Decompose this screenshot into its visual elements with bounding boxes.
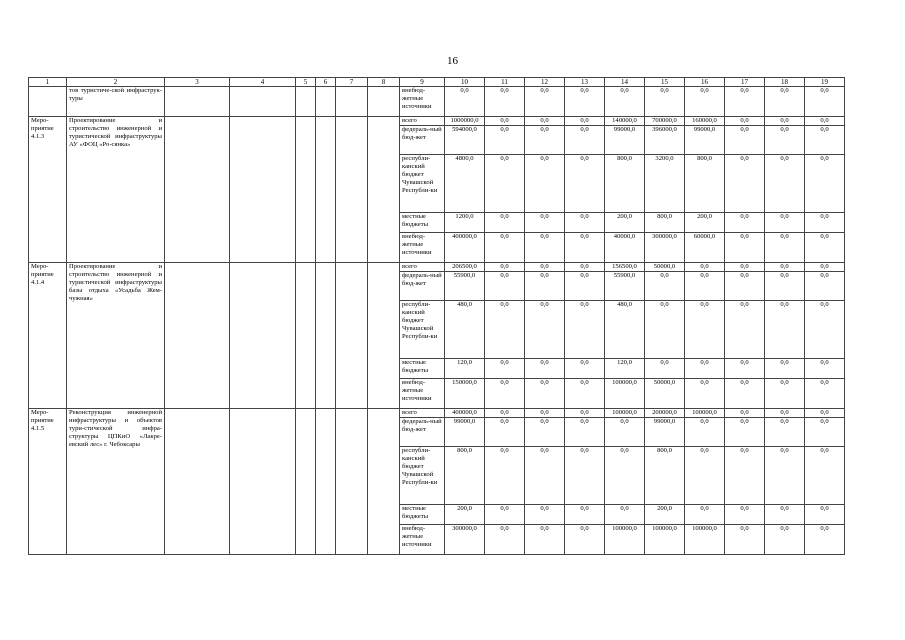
value-cell: 0,0 xyxy=(725,117,765,126)
empty-cell xyxy=(316,409,336,555)
column-header: 19 xyxy=(805,78,845,87)
value-cell: 200,0 xyxy=(445,505,485,525)
value-cell: 0,0 xyxy=(645,301,685,359)
funding-source-cell: внебюд-жетные источники xyxy=(400,379,445,409)
header-row xyxy=(29,78,845,87)
empty-cell xyxy=(368,87,400,117)
column-header: 3 xyxy=(165,78,230,87)
value-cell: 0,0 xyxy=(805,87,845,117)
empty-cell xyxy=(296,409,316,555)
funding-source-cell: федераль-ный бюд-жет xyxy=(400,418,445,447)
measure-title-cell: тов туристиче-ской инфраструк-туры xyxy=(67,87,165,117)
value-cell: 400000,0 xyxy=(445,233,485,263)
empty-cell xyxy=(316,117,336,263)
value-cell: 99000,0 xyxy=(685,126,725,155)
value-cell: 0,0 xyxy=(805,263,845,272)
value-cell: 0,0 xyxy=(765,87,805,117)
funding-source-cell: местные бюджеты xyxy=(400,505,445,525)
measure-cell: Меро-приятие 4.1.4 xyxy=(29,263,67,409)
value-cell: 0,0 xyxy=(485,272,525,301)
value-cell: 200,0 xyxy=(605,213,645,233)
value-cell: 480,0 xyxy=(445,301,485,359)
measure-title-cell: Проектирование и строительство инженерной и туристической инфраструктуры АУ «ФОЦ «Ро-сянка» xyxy=(67,117,165,263)
value-cell: 0,0 xyxy=(725,272,765,301)
value-cell: 0,0 xyxy=(685,359,725,379)
column-header: 7 xyxy=(336,78,368,87)
value-cell: 0,0 xyxy=(485,233,525,263)
value-cell: 0,0 xyxy=(605,505,645,525)
value-cell: 0,0 xyxy=(805,505,845,525)
value-cell: 206500,0 xyxy=(445,263,485,272)
empty-cell xyxy=(296,87,316,117)
funding-source-cell: республи-канский бюджет Чувашской Республи-ки xyxy=(400,301,445,359)
value-cell: 0,0 xyxy=(725,447,765,505)
value-cell: 800,0 xyxy=(685,155,725,213)
column-header: 9 xyxy=(400,78,445,87)
value-cell: 0,0 xyxy=(725,263,765,272)
empty-cell xyxy=(296,117,316,263)
measure-cell: Меро-приятие 4.1.3 xyxy=(29,117,67,263)
funding-source-cell: федераль-ный бюд-жет xyxy=(400,126,445,155)
value-cell: 200,0 xyxy=(685,213,725,233)
value-cell: 0,0 xyxy=(765,409,805,418)
value-cell: 99000,0 xyxy=(645,418,685,447)
empty-cell xyxy=(316,87,336,117)
value-cell: 0,0 xyxy=(525,379,565,409)
value-cell: 300000,0 xyxy=(645,233,685,263)
value-cell: 0,0 xyxy=(565,359,605,379)
value-cell: 700000,0 xyxy=(645,117,685,126)
value-cell: 0,0 xyxy=(725,409,765,418)
value-cell: 0,0 xyxy=(525,87,565,117)
value-cell: 0,0 xyxy=(765,505,805,525)
value-cell: 0,0 xyxy=(485,213,525,233)
empty-cell xyxy=(368,117,400,263)
value-cell: 0,0 xyxy=(485,418,525,447)
empty-cell xyxy=(336,117,368,263)
table-row xyxy=(29,87,845,117)
value-cell: 0,0 xyxy=(765,272,805,301)
table-body xyxy=(29,87,845,555)
table-row xyxy=(29,263,845,272)
value-cell: 0,0 xyxy=(645,87,685,117)
empty-cell xyxy=(316,263,336,409)
value-cell: 55900,0 xyxy=(605,272,645,301)
value-cell: 0,0 xyxy=(525,418,565,447)
value-cell: 800,0 xyxy=(445,447,485,505)
value-cell: 50000,0 xyxy=(645,379,685,409)
column-header: 18 xyxy=(765,78,805,87)
value-cell: 99000,0 xyxy=(605,126,645,155)
value-cell: 0,0 xyxy=(765,213,805,233)
value-cell: 0,0 xyxy=(645,272,685,301)
value-cell: 0,0 xyxy=(605,87,645,117)
value-cell: 0,0 xyxy=(485,359,525,379)
funding-source-cell: всего xyxy=(400,409,445,418)
column-header: 16 xyxy=(685,78,725,87)
value-cell: 0,0 xyxy=(685,379,725,409)
value-cell: 200000,0 xyxy=(645,409,685,418)
value-cell: 0,0 xyxy=(525,213,565,233)
funding-source-cell: местные бюджеты xyxy=(400,213,445,233)
value-cell: 0,0 xyxy=(485,525,525,555)
empty-cell xyxy=(336,263,368,409)
budget-table xyxy=(28,77,845,555)
value-cell: 55900,0 xyxy=(445,272,485,301)
column-header: 1 xyxy=(29,78,67,87)
value-cell: 4800,0 xyxy=(445,155,485,213)
column-header: 2 xyxy=(67,78,165,87)
value-cell: 0,0 xyxy=(805,301,845,359)
column-header: 14 xyxy=(605,78,645,87)
value-cell: 156500,0 xyxy=(605,263,645,272)
value-cell: 0,0 xyxy=(805,233,845,263)
column-header: 10 xyxy=(445,78,485,87)
value-cell: 0,0 xyxy=(725,418,765,447)
value-cell: 0,0 xyxy=(725,301,765,359)
value-cell: 100000,0 xyxy=(605,525,645,555)
value-cell: 100000,0 xyxy=(685,409,725,418)
value-cell: 0,0 xyxy=(445,87,485,117)
value-cell: 0,0 xyxy=(805,126,845,155)
value-cell: 160000,0 xyxy=(685,117,725,126)
value-cell: 0,0 xyxy=(525,155,565,213)
value-cell: 0,0 xyxy=(565,117,605,126)
empty-cell xyxy=(296,263,316,409)
value-cell: 0,0 xyxy=(805,117,845,126)
value-cell: 0,0 xyxy=(805,418,845,447)
value-cell: 0,0 xyxy=(525,447,565,505)
value-cell: 0,0 xyxy=(565,301,605,359)
funding-source-cell: внебюд-жетные источники xyxy=(400,525,445,555)
value-cell: 0,0 xyxy=(685,263,725,272)
value-cell: 0,0 xyxy=(725,525,765,555)
value-cell: 0,0 xyxy=(605,418,645,447)
measure-title-cell: Проектирование и строительство инженерной и туристической инфраструктуры базы отдыха «Усадьба Жем-чужная» xyxy=(67,263,165,409)
value-cell: 0,0 xyxy=(525,272,565,301)
value-cell: 200,0 xyxy=(645,505,685,525)
value-cell: 0,0 xyxy=(525,409,565,418)
funding-source-cell: федераль-ный бюд-жет xyxy=(400,272,445,301)
value-cell: 0,0 xyxy=(725,233,765,263)
empty-cell xyxy=(230,409,296,555)
value-cell: 0,0 xyxy=(685,418,725,447)
value-cell: 0,0 xyxy=(805,272,845,301)
column-header: 4 xyxy=(230,78,296,87)
funding-source-cell: республи-канский бюджет Чувашской Республи-ки xyxy=(400,447,445,505)
value-cell: 0,0 xyxy=(685,87,725,117)
value-cell: 0,0 xyxy=(565,263,605,272)
value-cell: 0,0 xyxy=(765,233,805,263)
value-cell: 0,0 xyxy=(485,379,525,409)
value-cell: 100000,0 xyxy=(605,409,645,418)
value-cell: 0,0 xyxy=(765,379,805,409)
value-cell: 0,0 xyxy=(525,525,565,555)
value-cell: 99000,0 xyxy=(445,418,485,447)
value-cell: 0,0 xyxy=(525,126,565,155)
value-cell: 120,0 xyxy=(445,359,485,379)
value-cell: 0,0 xyxy=(725,359,765,379)
funding-source-cell: республи-канский бюджет Чувашской Республи-ки xyxy=(400,155,445,213)
value-cell: 0,0 xyxy=(565,418,605,447)
value-cell: 0,0 xyxy=(565,379,605,409)
value-cell: 0,0 xyxy=(765,359,805,379)
column-header: 13 xyxy=(565,78,605,87)
empty-cell xyxy=(230,117,296,263)
value-cell: 100000,0 xyxy=(605,379,645,409)
table-row xyxy=(29,409,845,418)
column-header: 17 xyxy=(725,78,765,87)
empty-cell xyxy=(165,117,230,263)
value-cell: 0,0 xyxy=(805,213,845,233)
value-cell: 0,0 xyxy=(685,272,725,301)
value-cell: 140000,0 xyxy=(605,117,645,126)
value-cell: 3200,0 xyxy=(645,155,685,213)
measure-cell xyxy=(29,87,67,117)
value-cell: 0,0 xyxy=(765,117,805,126)
value-cell: 800,0 xyxy=(605,155,645,213)
value-cell: 0,0 xyxy=(645,359,685,379)
value-cell: 0,0 xyxy=(765,155,805,213)
value-cell: 800,0 xyxy=(645,447,685,505)
value-cell: 0,0 xyxy=(765,418,805,447)
value-cell: 0,0 xyxy=(685,447,725,505)
column-header: 12 xyxy=(525,78,565,87)
value-cell: 0,0 xyxy=(525,117,565,126)
value-cell: 0,0 xyxy=(805,525,845,555)
value-cell: 0,0 xyxy=(765,126,805,155)
empty-cell xyxy=(165,409,230,555)
measure-cell: Меро-приятие 4.1.5 xyxy=(29,409,67,555)
value-cell: 0,0 xyxy=(485,155,525,213)
value-cell: 0,0 xyxy=(725,126,765,155)
value-cell: 0,0 xyxy=(565,447,605,505)
funding-source-cell: всего xyxy=(400,117,445,126)
value-cell: 0,0 xyxy=(525,233,565,263)
value-cell: 0,0 xyxy=(525,301,565,359)
value-cell: 396000,0 xyxy=(645,126,685,155)
value-cell: 0,0 xyxy=(765,263,805,272)
value-cell: 400000,0 xyxy=(445,409,485,418)
value-cell: 0,0 xyxy=(565,213,605,233)
value-cell: 100000,0 xyxy=(645,525,685,555)
value-cell: 0,0 xyxy=(685,301,725,359)
column-header: 11 xyxy=(485,78,525,87)
value-cell: 0,0 xyxy=(565,233,605,263)
value-cell: 0,0 xyxy=(725,87,765,117)
value-cell: 0,0 xyxy=(525,505,565,525)
funding-source-cell: внебюд-жетные источники xyxy=(400,87,445,117)
value-cell: 60000,0 xyxy=(685,233,725,263)
empty-cell xyxy=(230,263,296,409)
value-cell: 0,0 xyxy=(485,87,525,117)
value-cell: 0,0 xyxy=(565,505,605,525)
value-cell: 50000,0 xyxy=(645,263,685,272)
value-cell: 120,0 xyxy=(605,359,645,379)
value-cell: 0,0 xyxy=(485,447,525,505)
value-cell: 0,0 xyxy=(685,505,725,525)
value-cell: 0,0 xyxy=(805,447,845,505)
value-cell: 0,0 xyxy=(565,126,605,155)
value-cell: 0,0 xyxy=(725,379,765,409)
funding-source-cell: внебюд-жетные источники xyxy=(400,233,445,263)
value-cell: 594000,0 xyxy=(445,126,485,155)
value-cell: 0,0 xyxy=(565,272,605,301)
funding-source-cell: всего xyxy=(400,263,445,272)
value-cell: 0,0 xyxy=(565,155,605,213)
value-cell: 0,0 xyxy=(525,263,565,272)
value-cell: 40000,0 xyxy=(605,233,645,263)
empty-cell xyxy=(336,87,368,117)
value-cell: 0,0 xyxy=(565,525,605,555)
value-cell: 0,0 xyxy=(565,87,605,117)
value-cell: 800,0 xyxy=(645,213,685,233)
value-cell: 0,0 xyxy=(485,409,525,418)
value-cell: 150000,0 xyxy=(445,379,485,409)
value-cell: 480,0 xyxy=(605,301,645,359)
value-cell: 100000,0 xyxy=(685,525,725,555)
value-cell: 0,0 xyxy=(765,301,805,359)
empty-cell xyxy=(336,409,368,555)
table-row xyxy=(29,117,845,126)
value-cell: 0,0 xyxy=(765,447,805,505)
value-cell: 0,0 xyxy=(485,126,525,155)
value-cell: 0,0 xyxy=(725,155,765,213)
value-cell: 0,0 xyxy=(485,263,525,272)
funding-source-cell: местные бюджеты xyxy=(400,359,445,379)
empty-cell xyxy=(165,87,230,117)
value-cell: 1000000,0 xyxy=(445,117,485,126)
column-header: 6 xyxy=(316,78,336,87)
value-cell: 0,0 xyxy=(485,117,525,126)
value-cell: 0,0 xyxy=(805,359,845,379)
value-cell: 0,0 xyxy=(485,301,525,359)
value-cell: 0,0 xyxy=(605,447,645,505)
value-cell: 1200,0 xyxy=(445,213,485,233)
value-cell: 0,0 xyxy=(765,525,805,555)
empty-cell xyxy=(165,263,230,409)
measure-title-cell: Реконструкция инженерной инфраструктуры и объектов тури-стической инфра-структуры ЦПКиО «Лакре-евский лес» г. Чебоксары xyxy=(67,409,165,555)
empty-cell xyxy=(230,87,296,117)
value-cell: 0,0 xyxy=(805,379,845,409)
empty-cell xyxy=(368,263,400,409)
value-cell: 0,0 xyxy=(725,213,765,233)
value-cell: 0,0 xyxy=(525,359,565,379)
column-header: 5 xyxy=(296,78,316,87)
value-cell: 0,0 xyxy=(805,155,845,213)
value-cell: 0,0 xyxy=(565,409,605,418)
value-cell: 300000,0 xyxy=(445,525,485,555)
empty-cell xyxy=(368,409,400,555)
value-cell: 0,0 xyxy=(485,505,525,525)
column-header: 8 xyxy=(368,78,400,87)
page-number: 16 xyxy=(447,55,458,67)
column-header: 15 xyxy=(645,78,685,87)
value-cell: 0,0 xyxy=(725,505,765,525)
value-cell: 0,0 xyxy=(805,409,845,418)
